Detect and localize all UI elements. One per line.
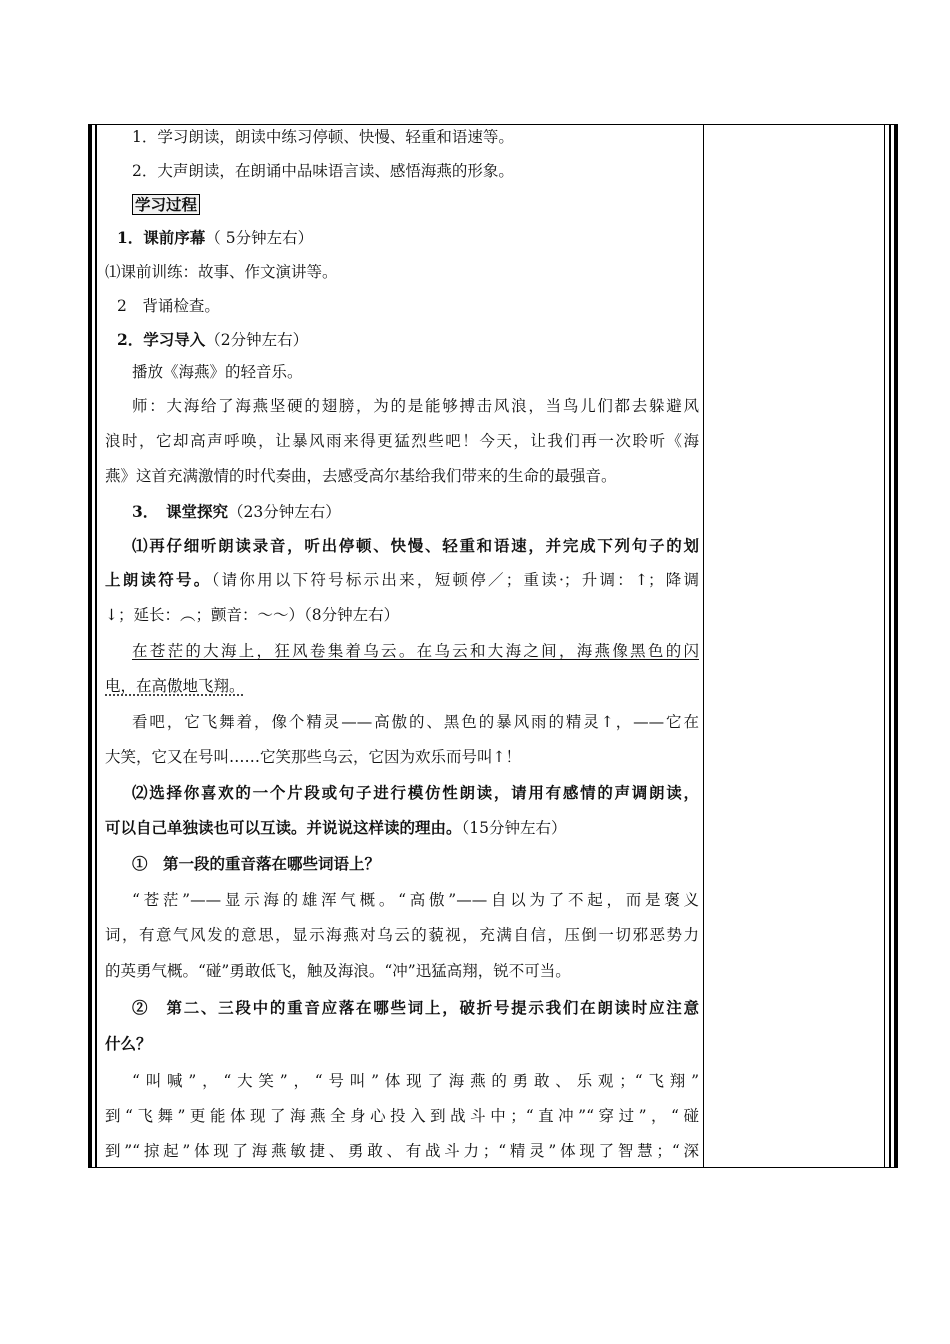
section-1-item-1: ⑴课前训练：故事、作文演讲等。 <box>105 263 338 281</box>
section-3-row <box>105 502 726 522</box>
passage-2-line-2: 大笑，它又在号叫……它笑那些乌云，它因为欢乐而号叫↑！ <box>105 748 521 766</box>
process-heading-row <box>105 195 726 215</box>
sub-question-2-line-1: ② 第二、三段中的重音应落在哪些词上，破折号提示我们在朗读时应注意 <box>132 998 699 1017</box>
objective-2: 2．大声朗读，在朗诵中品味语言读、感悟海燕的形象。 <box>132 162 514 180</box>
process-heading: 学习过程 <box>132 194 200 215</box>
passage-1-text: 在苍茫的大海上，狂风卷集着乌云。在乌云和大海之间，海燕像黑色的闪 <box>132 642 699 660</box>
objective-1: 1．学习朗读，朗读中练习停顿、快慢、轻重和语速等。 <box>132 128 514 146</box>
table-left-border <box>88 124 92 1168</box>
table-right-border <box>894 124 898 1168</box>
question-2-line-2 <box>105 818 699 838</box>
table-top-border <box>88 124 898 125</box>
section-2-text-line-2: 浪时，它却高声呼唤，让暴风雨来得更猛烈些吧！今天，让我们再一次聆听《海 <box>105 432 699 450</box>
lesson-table <box>88 124 898 1168</box>
answer-2-line-2: 到“飞舞”更能体现了海燕全身心投入到战斗中；“直冲”“穿过”，“碰 <box>105 1107 699 1125</box>
answer-2-line-1: “叫喊”，“大笑”，“号叫”体现了海燕的勇敢、乐观；“飞翔” <box>132 1072 699 1090</box>
question-2-line-1: ⑵选择你喜欢的一个片段或句子进行模仿性朗读，请用有感情的声调朗读， <box>132 783 699 802</box>
section-3-time: （23分钟左右） <box>228 503 341 521</box>
section-1-item-2: 2 背诵检查。 <box>117 297 220 315</box>
section-2-row <box>105 330 711 350</box>
section-2-title: 2．学习导入 <box>117 330 206 349</box>
question-2-bold: 可以自己单独读也可以互读。并说说这样读的理由。 <box>105 818 462 837</box>
passage-1-line-2 <box>105 676 699 696</box>
section-2-time: （2分钟左右） <box>205 331 309 349</box>
question-1-line-2 <box>105 570 699 590</box>
section-3-title: 3． 课堂探究 <box>132 502 229 521</box>
passage-1-text-2: 电，在高傲地飞翔。 <box>105 677 245 695</box>
table-right-border-inner <box>889 124 891 1168</box>
sub-question-1: ① 第一段的重音落在哪些词语上？ <box>132 854 381 873</box>
passage-1-line-1 <box>105 641 699 661</box>
table-bottom-border <box>88 1167 898 1168</box>
table-right-border-thin <box>884 124 885 1168</box>
answer-1-line-1: “苍茫”——显示海的雄浑气概。“高傲”——自以为了不起，而是褒义 <box>132 891 699 909</box>
answer-1-line-3: 的英勇气概。“碰”勇敢低飞，触及海浪。“冲”迅猛高翔，锐不可当。 <box>105 962 571 980</box>
table-left-border-inner <box>95 124 97 1168</box>
section-2-music: 播放《海燕》的轻音乐。 <box>132 363 303 381</box>
section-1-row <box>105 228 711 248</box>
answer-1-line-2: 词，有意气风发的意思，显示海燕对乌云的藐视，充满自信，压倒一切邪恶势力 <box>105 926 699 944</box>
section-2-text-line-3: 燕》这首充满激情的时代奏曲，去感受高尔基给我们带来的生命的最强音。 <box>105 467 617 485</box>
question-2-time: （15分钟左右） <box>461 819 567 837</box>
answer-2-line-3: 到”“掠起”体现了海燕敏捷、勇敢、有战斗力；“精灵”体现了智慧；“深 <box>105 1142 699 1160</box>
question-1-bold: 上朗读符号。 <box>105 570 212 589</box>
sub-question-2-line-2: 什么？ <box>105 1034 152 1053</box>
column-separator <box>703 124 704 1168</box>
question-1-line-1: ⑴再仔细听朗读录音，听出停顿、快慢、轻重和语速，并完成下列句子的划 <box>132 536 699 555</box>
section-1-time: （ 5分钟左右） <box>205 229 314 247</box>
section-1-title: 1．课前序幕 <box>117 228 206 247</box>
question-1-line-3: ↓；延长：︵；颤音：～～）（8分钟左右） <box>105 606 400 624</box>
passage-2-line-1: 看吧，它飞舞着，像个精灵——高傲的、黑色的暴风雨的精灵↑，——它在 <box>132 713 699 731</box>
question-1-symbols: （请你用以下符号标示出来，短顿停／；重读·；升调：↑；降调 <box>211 571 699 589</box>
section-2-text-line-1: 师：大海给了海燕坚硬的翅膀，为的是能够搏击风浪，当鸟儿们都去躲避风 <box>132 397 699 415</box>
